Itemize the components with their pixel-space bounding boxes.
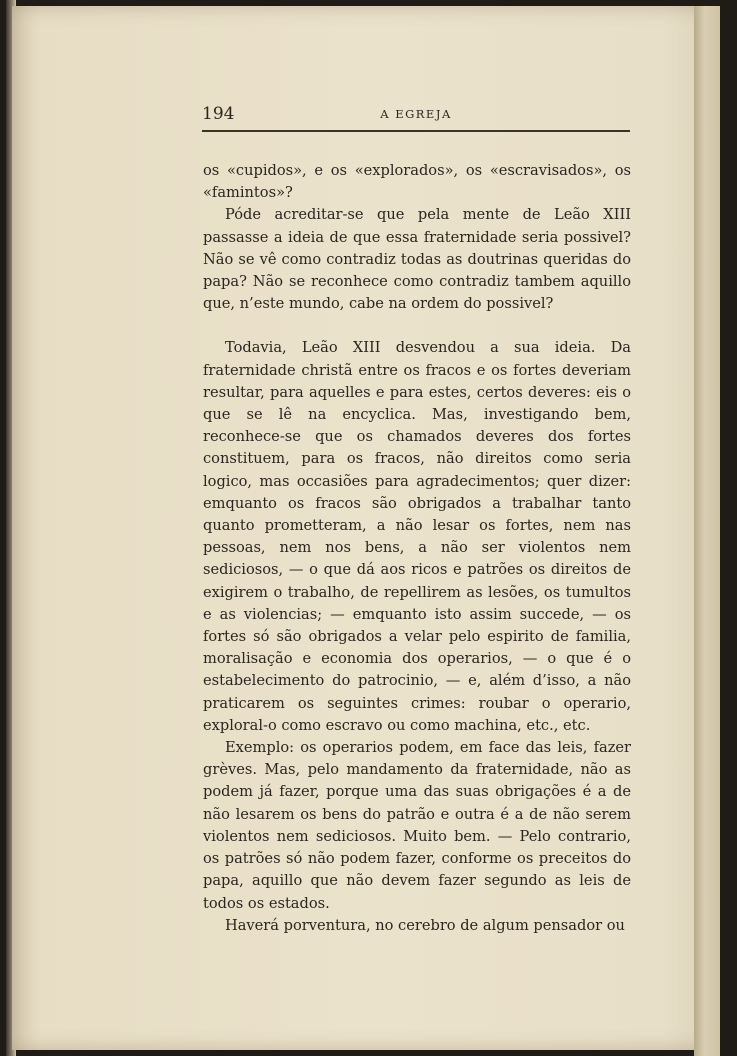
page-header <box>202 104 630 128</box>
page-number: 194 <box>202 104 235 124</box>
paragraph-5: Haverá porventura, no cerebro de algum pensador ou <box>225 916 625 934</box>
page-edge-stack <box>694 6 720 1056</box>
running-title: A EGREJA <box>380 107 452 121</box>
header-rule <box>202 130 630 132</box>
paragraph-1: os «cupidos», e os «explorados», os «escravisados», os «famintos»? <box>203 162 631 202</box>
paragraph-3: Todavia, Leão XIII desvendou a sua ideia. Da fraternidade christã entre os fracos e os fortes deveriam resultar, para aquelles e para estes, certos deveres: eis o que se lê na encyclica. Mas, investigando bem, reconhece-se que os chamados deveres dos fortes constituem, para os fracos, não direitos como seria logico, mas occasiões para agradecimentos; quer dizer: emquanto os fracos são obrigados a trabalhar tanto quanto prometteram, a não lesar os fortes, nem nas pessoas, nem nos bens, a não ser violentos nem sediciosos, — o que dá aos ricos e patrões os direitos de exigirem o trabalho, de repellirem as lesões, os tumultos e as violencias; — emquanto isto assim succede, — os fortes só são obrigados a velar pelo espirito de familia, moralisação e economia dos operarios, — o que é o estabelecimento do patrocinio, — e, além d’isso, a não praticarem os seguintes crimes: roubar o operario, exploral-o como escravo ou como machina, etc., etc. <box>203 339 631 734</box>
body-text <box>203 160 631 937</box>
paragraph-4: Exemplo: os operarios podem, em face das leis, fazer grèves. Mas, pelo mandamento da fraternidade, não as podem já fazer, porque uma das suas obrigações é a de não lesarem os bens do patrão e outra é a de não serem violentos nem sediciosos. Muito bem. — Pelo contrario, os patrões só não podem fazer, conforme os preceitos do papa, aquillo que não devem fazer segundo as leis de todos os estados. <box>203 739 631 912</box>
paragraph-2: Póde acreditar-se que pela mente de Leão XIII passasse a ideia de que essa fraternidade seria possivel? Não se vê como contradiz todas as doutrinas queridas do papa? Não se reconhece como contradiz tambem aquillo que, n’este mundo, cabe na ordem do possivel? <box>203 206 631 313</box>
